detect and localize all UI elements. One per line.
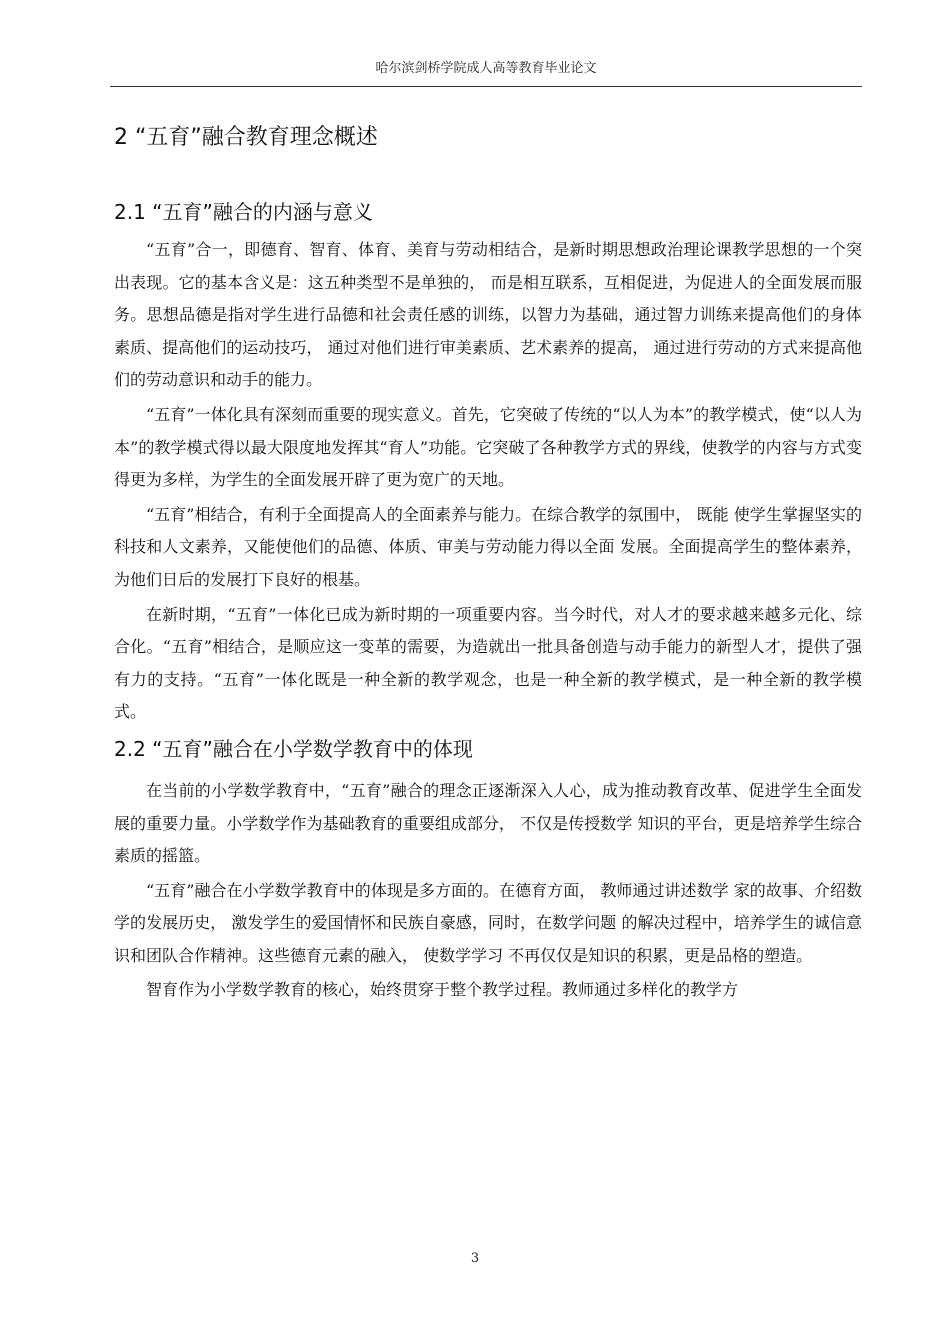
section-heading-2-1: 2.1 “五育”融合的内涵与意义 xyxy=(114,200,373,224)
document-body xyxy=(114,118,862,1007)
header-divider xyxy=(110,86,862,87)
paragraph: 智育作为小学数学教育的核心，始终贯穿于整个教学过程。教师通过多样化的教学方 xyxy=(146,980,739,1000)
paragraph: “五育”相结合，有利于全面提高人的全面素养与能力。在综合教学的氛围中， 既能 使学生掌握坚实的科技和人文素养，又能使他们的品德、体质、审美与劳动能力得以全面 发展。全面提高学生的整体素养，为他们日后的发展打下良好的根基。 xyxy=(114,504,862,589)
chapter-heading: 2 “五育”融合教育理念概述 xyxy=(114,125,378,150)
paragraph: 在新时期，“五育”一体化已成为新时期的一项重要内容。当今时代，对人才的要求越来越多元化、综合化。“五育”相结合，是顺应这一变革的需要，为造就出一批具备创造与动手能力的新型人才，提供了强有力的支持。“五育”一体化既是一种全新的教学观念，也是一种全新的教学模式，是一种全新的教学模式。 xyxy=(114,604,862,722)
paragraph: “五育”一体化具有深刻而重要的现实意义。首先，它突破了传统的“以人为本”的教学模式，使“以人为本”的教学模式得以最大限度地发挥其“育人”功能。它突破了各种教学方式的界线，使教学的内容与方式变得更为多样，为学生的全面发展开辟了更为宽广的天地。 xyxy=(114,404,862,490)
paragraph: “五育”合一，即德育、智育、体育、美育与劳动相结合，是新时期思想政治理论课教学思想的一个突出表现。它的基本含义是：这五种类型不是单独的， 而是相互联系，互相促进，为促进人的全面发展而服务。思想品德是指对学生进行品德和社会责任感的训练，以智力为基础，通过智力训练来提高他们的身体素质、提高他们的运动技巧， 通过对他们进行审美素质、艺术素养的提高， 通过进行劳动的方式来提高他们的劳动意识和动手的能力。 xyxy=(114,240,862,390)
page-number: 3 xyxy=(470,1251,480,1266)
paragraph: “五育”融合在小学数学教育中的体现是多方面的。在德育方面， 教师通过讲述数学 家的故事、介绍数学的发展历史， 激发学生的爱国情怀和民族自豪感，同时，在数学问题 的解决过程中，培养学生的诚信意识和团队合作精神。这些德育元素的融入， 使数学学习 不再仅仅是知识的积累，更是品格的塑造。 xyxy=(114,880,862,965)
running-header: 哈尔滨剑桥学院成人高等教育毕业论文 xyxy=(375,61,597,76)
section-heading-2-2: 2.2 “五育”融合在小学数学教育中的体现 xyxy=(114,736,473,761)
paragraph: 在当前的小学数学教育中，“五育”融合的理念正逐渐深入人心，成为推动教育改革、促进学生全面发展的重要力量。小学数学作为基础教育的重要组成部分， 不仅是传授数学 知识的平台，更是培养学生综合素质的摇篮。 xyxy=(114,780,862,866)
